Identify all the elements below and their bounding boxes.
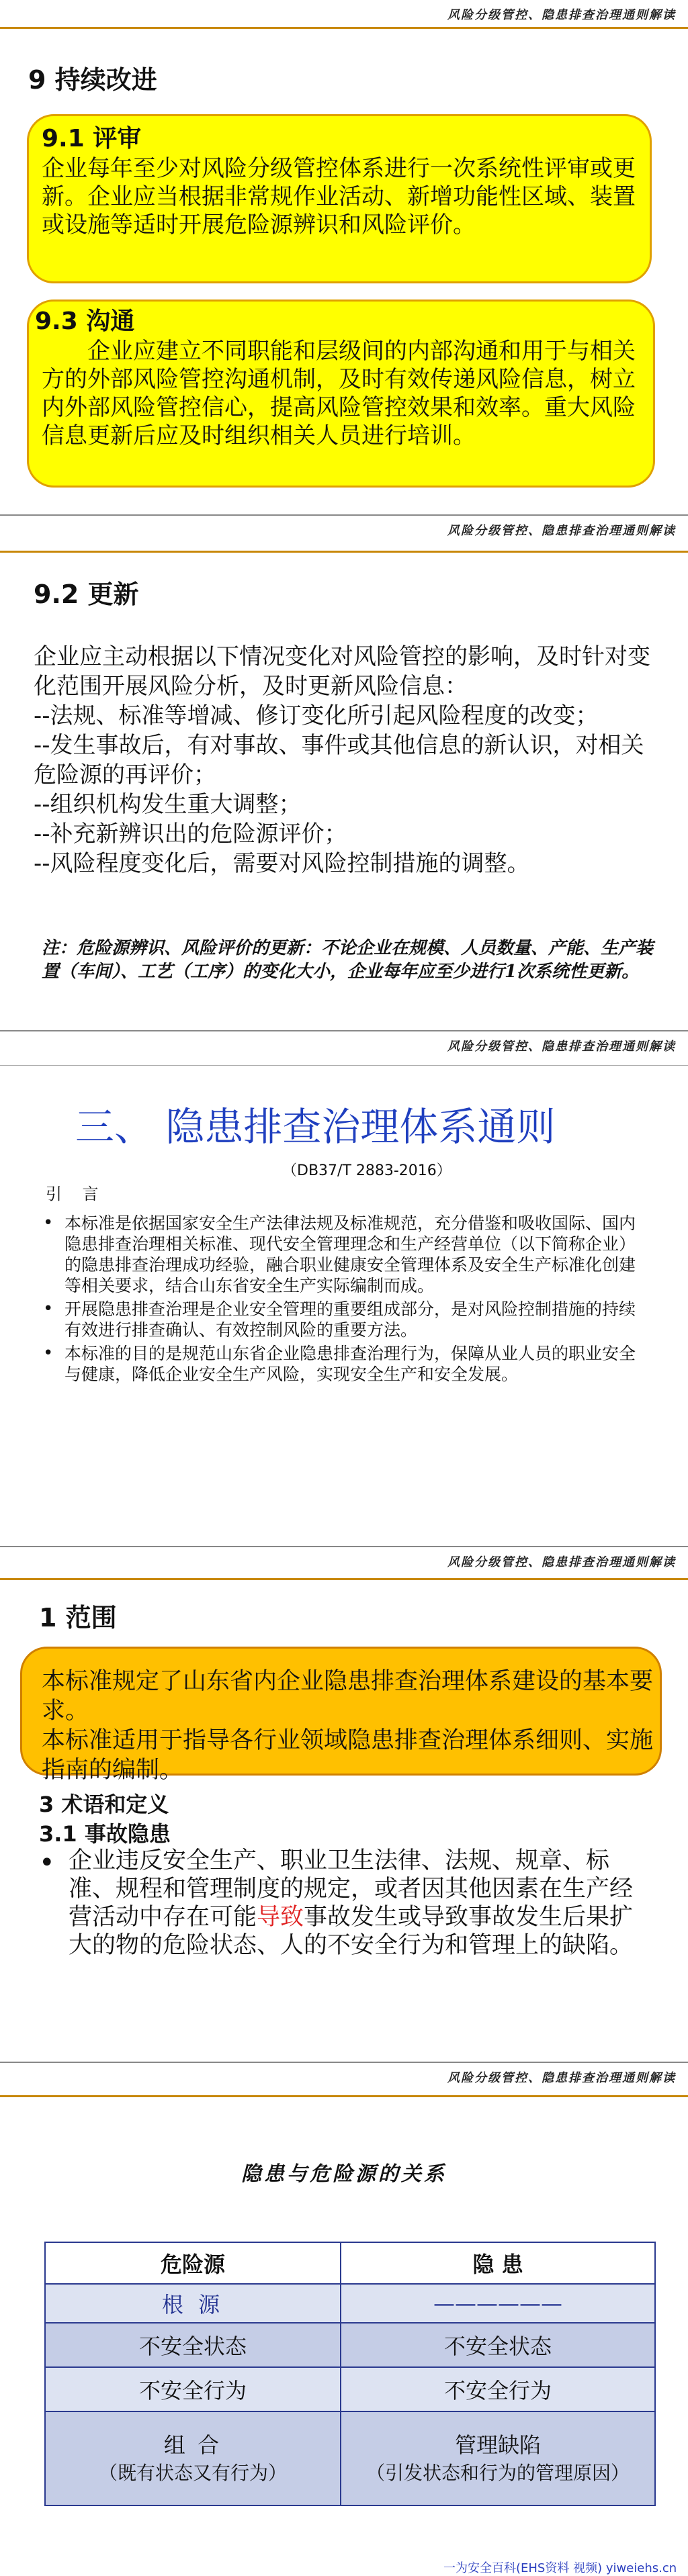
slide-continuous-improvement — [0, 0, 688, 516]
slide-update — [0, 516, 688, 1031]
intro-bullet: • 本标准是依据国家安全生产法律法规及标准规范，充分借鉴和吸收国际、国内隐患排查治理相关标准、现代安全管理理念和生产经营单位（以下简称企业）的隐患排查治理成功经验，融合职业健康安全管理体系及安全生产标准化创建等相关要求，结合山东省安全生产实际编制而成。 — [43, 1213, 648, 1296]
table-cell: 根 源 — [45, 2284, 341, 2323]
table-cell — [341, 2411, 655, 2505]
header-cell: 隐 患 — [341, 2242, 655, 2284]
communication-body: 企业应建立不同职能和层级间的内部沟通和用于与相关方的外部风险管控沟通机制，及时有效传递风险信息，树立内外部风险管控信心，提高风险管控效果和效率。重大风险信息更新后应及时组织相关人员进行培训。 — [42, 338, 636, 449]
table-cell: 不安全状态 — [45, 2323, 341, 2367]
header-rule — [0, 1578, 688, 1580]
management-defect-note: （引发状态和行为的管理原因） — [366, 2462, 630, 2484]
update-line: 企业应主动根据以下情况变化对风险管控的影响，及时针对变化范围开展风险分析，及时更新风险信息： — [34, 643, 650, 700]
terms-heading: 3 术语和定义 — [39, 1792, 169, 1817]
update-note: 注：危险源辨识、风险评价的更新：不论企业在规模、人员数量、产能、生产装置（车间）、工艺（工序）的变化大小，企业每年应至少进行1次系统性更新。 — [42, 938, 654, 982]
relation-table — [44, 2242, 656, 2506]
intro-bullet: • 开展隐患排查治理是企业安全管理的重要组成部分，是对风险控制措施的持续有效进行排查确认、有效控制风险的重要方法。 — [43, 1299, 648, 1340]
intro-label: 引 言 — [46, 1185, 99, 1203]
communication-title: 9.3 沟通 — [35, 308, 135, 335]
slide-header: 风险分级管控、隐患排查治理通则解读 — [447, 1555, 676, 1569]
hazard-definition-heading: 3.1 事故隐患 — [39, 1821, 171, 1847]
table-cell: —————— — [341, 2284, 655, 2323]
table-cell: 不安全行为 — [45, 2367, 341, 2411]
section-heading: 9 持续改进 — [28, 65, 157, 95]
scope-body-1: 本标准规定了山东省内企业隐患排查治理体系建设的基本要求。 — [42, 1668, 654, 1724]
update-line: --补充新辨识出的危险源评价； — [34, 821, 347, 847]
scope-body-2: 本标准适用于指导各行业领域隐患排查治理体系细则、实施指南的编制。 — [42, 1727, 654, 1784]
slide-general-rules — [0, 1031, 688, 1547]
chapter-title: 三、 隐患排查治理体系通则 — [75, 1104, 556, 1150]
header-rule — [0, 1065, 688, 1066]
table-cell: 不安全状态 — [341, 2323, 655, 2367]
slide-header: 风险分级管控、隐患排查治理通则解读 — [447, 524, 676, 538]
standard-number: （DB37/T 2883-2016） — [282, 1162, 452, 1179]
slide-hazard-relation — [0, 2063, 688, 2576]
slide-header: 风险分级管控、隐患排查治理通则解读 — [447, 1040, 676, 1054]
section-heading: 9.2 更新 — [34, 580, 139, 609]
table-cell: 不安全行为 — [341, 2367, 655, 2411]
intro-bullets — [43, 1213, 648, 1387]
update-line: --组织机构发生重大调整； — [34, 791, 302, 818]
section-heading: 1 范围 — [39, 1603, 117, 1632]
header-cell: 危险源 — [45, 2242, 341, 2284]
hazard-definition-body — [69, 1847, 653, 1960]
review-title: 9.1 评审 — [42, 125, 142, 152]
slide-scope — [0, 1547, 688, 2063]
definition-highlight: 导致 — [257, 1904, 304, 1931]
slide-header: 风险分级管控、隐患排查治理通则解读 — [447, 2071, 676, 2085]
combo-label: 组 合 — [163, 2432, 222, 2458]
header-rule — [0, 2095, 688, 2097]
intro-bullet: • 本标准的目的是规范山东省企业隐患排查治理行为，保障从业人员的职业安全与健康，降低企业安全生产风险，实现安全生产和安全发展。 — [43, 1343, 648, 1385]
definition-text: 企业违反安全生产、职业卫生法律、法规、规章、标准、规程和管理制度的规定，或者因其他因素在生产经营活动中存在可能 — [69, 1847, 634, 1931]
relation-title: 隐患与危险源的关系 — [241, 2162, 447, 2186]
combo-note: （既有状态又有行为） — [98, 2462, 287, 2484]
header-rule — [0, 27, 688, 29]
review-body: 企业每年至少对风险分级管控体系进行一次系统性评审或更新。企业应当根据非常规作业活动、新增功能性区域、装置或设施等适时开展危险源辨识和风险评价。 — [42, 155, 636, 238]
header-rule — [0, 551, 688, 553]
footer-source-link[interactable]: 一为安全百科(EHS资料 视频) yiweiehs.cn — [443, 2561, 677, 2575]
management-defect-label: 管理缺陷 — [454, 2432, 541, 2458]
update-line: --法规、标准等增减、修订变化所引起风险程度的改变； — [34, 702, 599, 729]
update-line: --风险程度变化后，需要对风险控制措施的调整。 — [34, 850, 530, 877]
definition-text: 事故发生或导致事故发生后果扩大的物的危险状态、人的不安全行为和管理上的缺陷。 — [69, 1904, 634, 1959]
bullet-marker: • — [39, 1847, 55, 1878]
slide-header: 风险分级管控、隐患排查治理通则解读 — [447, 8, 676, 22]
update-body — [34, 642, 658, 878]
table-cell — [45, 2411, 341, 2505]
update-line: --发生事故后，有对事故、事件或其他信息的新认识，对相关危险源的再评价； — [34, 732, 644, 788]
